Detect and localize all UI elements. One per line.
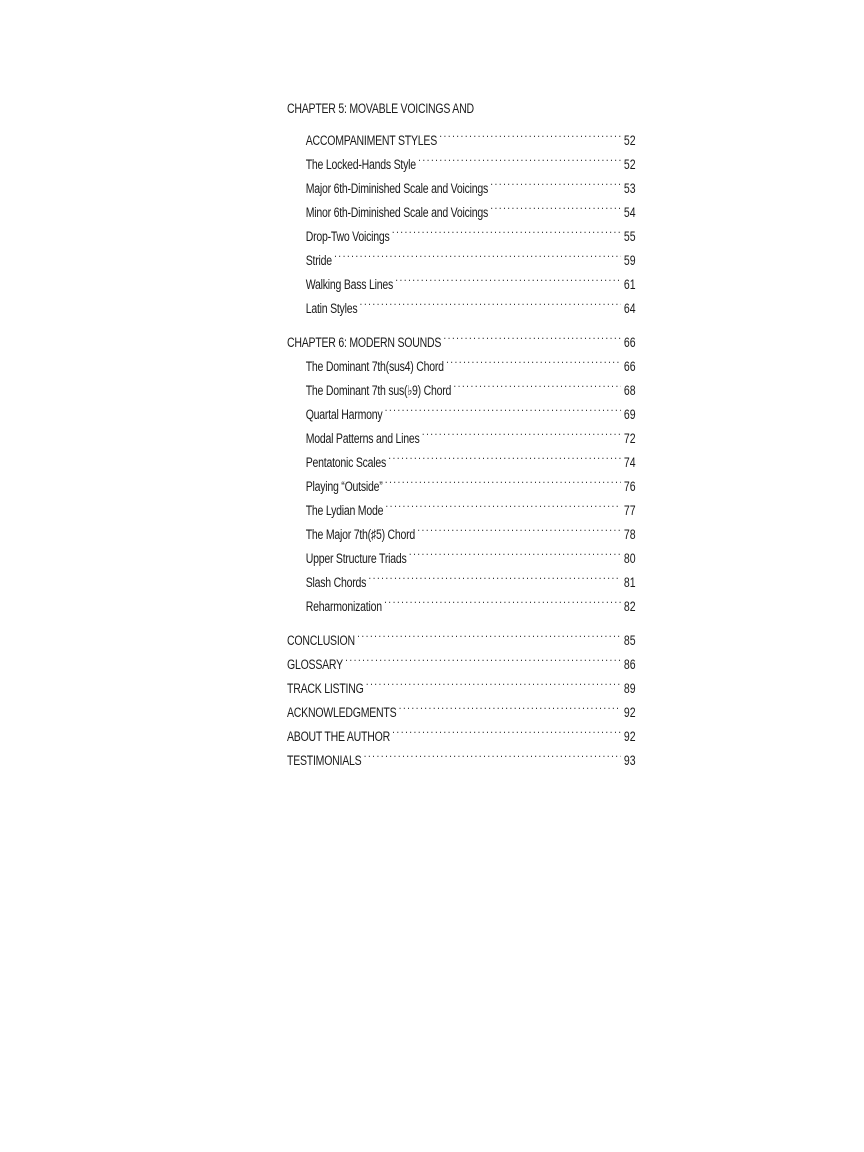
toc-entry-page: 64: [623, 301, 636, 316]
chapter-6-heading[interactable]: [287, 323, 636, 350]
dot-leader: [388, 443, 620, 467]
dot-leader: [357, 621, 621, 645]
toc-entry-title: Minor 6th-Diminished Scale and Voicings: [305, 205, 488, 220]
toc-entry-title: Stride: [305, 253, 332, 268]
toc-entry-title: The Dominant 7th sus(♭9) Chord: [305, 383, 452, 398]
dot-leader: [418, 145, 621, 169]
toc-entry-page: 68: [623, 383, 636, 398]
dot-leader: [422, 419, 621, 443]
toc-entry-page: 54: [623, 205, 636, 220]
toc-entry-conclusion[interactable]: [287, 621, 636, 648]
table-of-contents: [287, 97, 636, 768]
toc-entry-title: TRACK LISTING: [287, 681, 364, 696]
toc-entry-title: ACKNOWLEDGMENTS: [287, 705, 397, 720]
toc-entry-page: 55: [623, 229, 636, 244]
toc-entry-page: 81: [623, 575, 636, 590]
toc-body: [287, 97, 636, 768]
dot-leader: [364, 741, 621, 765]
toc-entry-page: 85: [623, 633, 636, 648]
toc-entry-page: 92: [623, 705, 636, 720]
dot-leader: [384, 587, 621, 611]
dot-leader: [446, 347, 621, 371]
toc-entry-title: The Lydian Mode: [305, 503, 384, 518]
toc-entry-page: 53: [623, 181, 636, 196]
toc-entry-title: The Locked-Hands Style: [305, 157, 416, 172]
dot-leader: [392, 717, 621, 741]
toc-entry-page: 86: [623, 657, 636, 672]
toc-entry-title: TESTIMONIALS: [287, 753, 362, 768]
toc-entry-page: 52: [623, 157, 636, 172]
toc-entry-title: Modal Patterns and Lines: [305, 431, 420, 446]
toc-entry-title: The Major 7th(♯5) Chord: [305, 527, 416, 542]
dot-leader: [385, 467, 621, 491]
toc-entry-page: 61: [623, 277, 636, 292]
toc-entry-title: CHAPTER 6: MODERN SOUNDS: [287, 335, 442, 350]
toc-entry-page: 52: [623, 133, 636, 148]
toc-entry-page: 80: [623, 551, 636, 566]
toc-entry-title: Slash Chords: [305, 575, 367, 590]
toc-entry-page: 82: [623, 599, 636, 614]
dot-leader: [368, 563, 620, 587]
toc-entry-title: CONCLUSION: [287, 633, 355, 648]
dot-leader: [360, 289, 621, 313]
toc-entry-page: 72: [623, 431, 636, 446]
dot-leader: [490, 193, 620, 217]
toc-entry-page: 77: [623, 503, 636, 518]
toc-entry-page: 69: [623, 407, 636, 422]
toc-entry-title: Reharmonization: [305, 599, 382, 614]
toc-entry-title: The Dominant 7th(sus4) Chord: [305, 359, 444, 374]
dot-leader: [345, 645, 621, 669]
toc-entry-page: 66: [623, 335, 636, 350]
toc-entry-title: ABOUT THE AUTHOR: [287, 729, 390, 744]
toc-entry-title: Latin Styles: [305, 301, 358, 316]
chapter-5-heading: CHAPTER 5: MOVABLE VOICINGS AND: [287, 101, 474, 116]
dot-leader: [395, 265, 620, 289]
toc-entry-page: 93: [623, 753, 636, 768]
dot-leader: [366, 669, 621, 693]
dot-leader: [490, 169, 620, 193]
toc-entry-page: 59: [623, 253, 636, 268]
toc-entry-title: Drop-Two Voicings: [305, 229, 390, 244]
dot-leader: [439, 121, 620, 145]
toc-entry-title: GLOSSARY: [287, 657, 343, 672]
dot-leader: [385, 395, 621, 419]
dot-leader: [386, 491, 621, 515]
dot-leader: [334, 241, 621, 265]
toc-entry[interactable]: [287, 121, 636, 148]
toc-entry-title: Playing “Outside”: [305, 479, 383, 494]
dot-leader: [399, 693, 621, 717]
toc-entry-title: ACCOMPANIMENT STYLES: [305, 133, 437, 148]
dot-leader: [409, 539, 621, 563]
toc-entry-title: Major 6th-Diminished Scale and Voicings: [305, 181, 488, 196]
toc-entry-page: 76: [623, 479, 636, 494]
dot-leader: [392, 217, 621, 241]
dot-leader: [454, 371, 621, 395]
toc-entry-page: 74: [623, 455, 636, 470]
toc-entry-title: Quartal Harmony: [305, 407, 383, 422]
toc-entry-title: Upper Structure Triads: [305, 551, 407, 566]
toc-entry-page: 89: [623, 681, 636, 696]
toc-entry-title: Walking Bass Lines: [305, 277, 394, 292]
dot-leader: [417, 515, 620, 539]
dot-leader: [443, 323, 620, 347]
toc-entry[interactable]: [287, 265, 636, 292]
toc-entry-page: 92: [623, 729, 636, 744]
toc-entry-title: Pentatonic Scales: [305, 455, 387, 470]
toc-entry[interactable]: [287, 241, 636, 268]
toc-entry-page: 66: [623, 359, 636, 374]
toc-entry-page: 78: [623, 527, 636, 542]
